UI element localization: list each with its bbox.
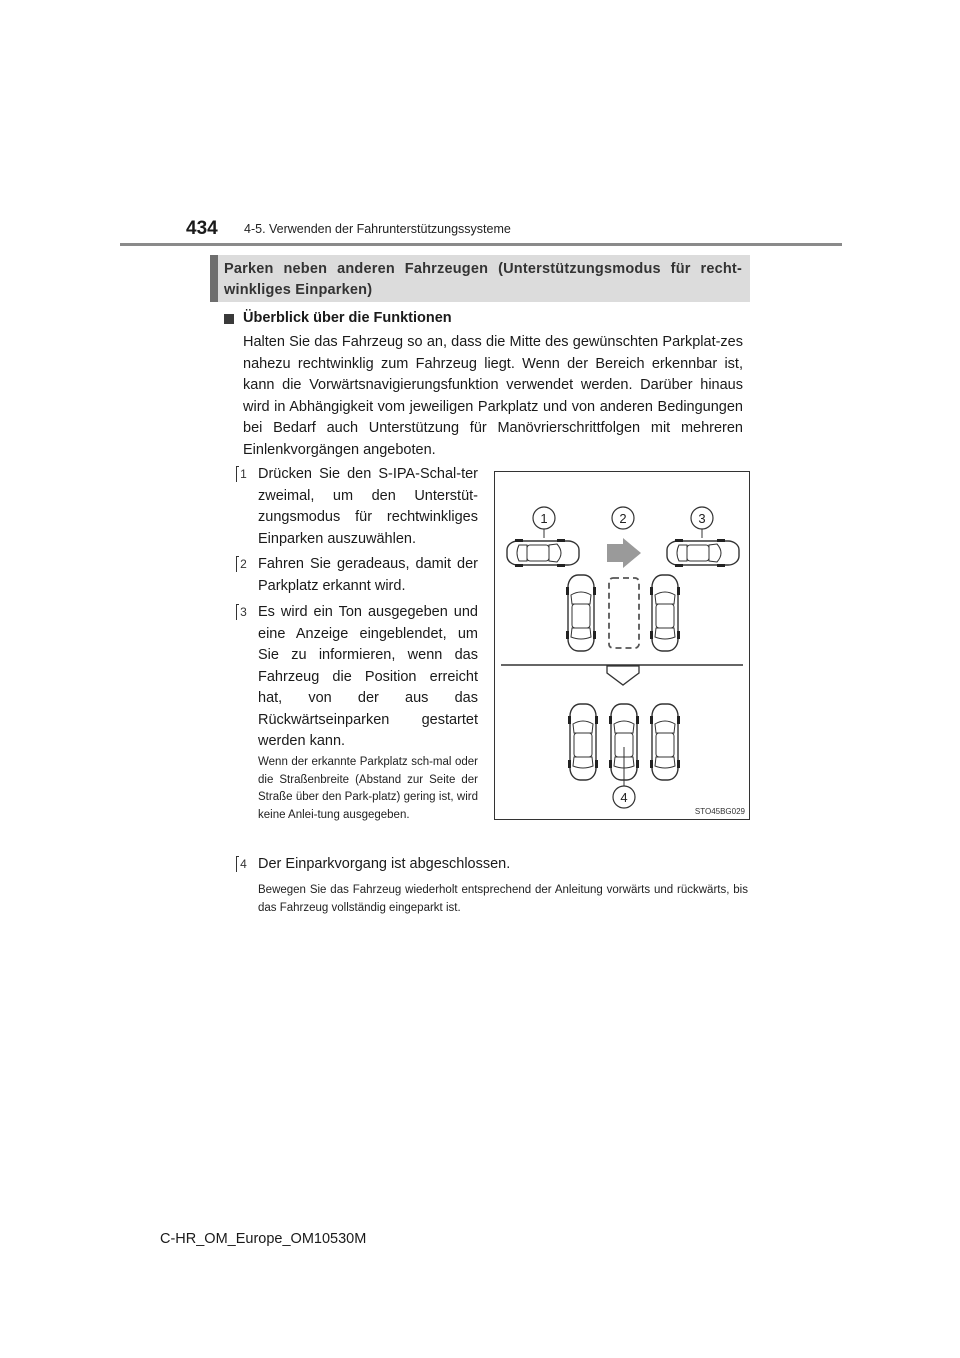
svg-text:4: 4 — [620, 790, 628, 805]
direction-arrow-icon — [607, 538, 641, 568]
step-number-4: 4 — [236, 856, 251, 872]
section-heading-box — [210, 255, 750, 302]
svg-text:1: 1 — [540, 511, 548, 526]
parking-illustration — [494, 471, 750, 820]
square-bullet-icon — [224, 314, 234, 324]
page-number: 434 — [186, 218, 218, 239]
step-number-1: 1 — [236, 466, 251, 482]
callout-3 — [691, 507, 713, 538]
car-position-1 — [507, 539, 579, 567]
parked-car-right — [650, 575, 680, 651]
target-parking-space — [609, 578, 639, 648]
step-number-3: 3 — [236, 604, 251, 620]
header-rule — [120, 243, 842, 246]
svg-text:3: 3 — [698, 511, 706, 526]
step-3-note: Wenn der erkannte Parkplatz sch-mal oder die Straßenbreite (Abstand zur Seite der Straße über den Park-platz) gering ist, wird keine Anlei-tung ausgegeben. — [258, 756, 478, 821]
svg-text:2: 2 — [619, 511, 627, 526]
section-title: Parken neben anderen Fahrzeugen (Unterstützungsmodus für recht-winkliges Einparken) — [224, 261, 742, 298]
step-1-text: Drücken Sie den S-IPA-Schal-ter zweimal, um den Unterstüt-zungsmodus für rechtwinkliges Einparken auszuwählen. — [258, 466, 478, 547]
section-accent-bar — [210, 255, 218, 302]
parked-car-left — [566, 575, 596, 651]
step-3-text: Es wird ein Ton ausgegeben und eine Anzeige eingeblendet, um Sie zu informieren, wenn das Fahrzeug die Position erreicht hat, von der aus das Rückwärtseinparken gestartet werden kann. — [258, 604, 478, 749]
footer-doc-id: C-HR_OM_Europe_OM10530M — [160, 1231, 367, 1247]
bottom-parked-car-right — [650, 704, 680, 780]
car-position-3 — [667, 539, 739, 567]
overview-title: Überblick über die Funktionen — [243, 310, 452, 326]
callout-1 — [533, 507, 555, 538]
down-arrow-icon — [607, 666, 639, 685]
overview-text: Halten Sie das Fahrzeug so an, dass die Mitte des gewünschten Parkplat-zes nahezu rechtwinklig zum Fahrzeug liegt. Wenn der Bereich erkennbar ist, kann die Vorwärtsnavigierungsfunktion verwendet werden. Darüber hinaus wird in Abhängigkeit vom jeweiligen Parkplatz und von anderen Bedingungen bei Bedarf auch Unterstützung für Manövrierschrittfolgen mit mehreren Einlenkvorgängen angeboten. — [243, 334, 743, 458]
step-4-text: Der Einparkvorgang ist abgeschlossen. — [258, 856, 511, 872]
step-4-note: Bewegen Sie das Fahrzeug wiederholt entsprechend der Anleitung vorwärts und rückwärts, bis das Fahrzeug vollständig eingeparkt ist. — [258, 884, 748, 914]
bottom-parked-car-left — [568, 704, 598, 780]
callout-2 — [612, 507, 634, 529]
step-2-text: Fahren Sie geradeaus, damit der Parkplatz erkannt wird. — [258, 556, 478, 594]
step-number-2: 2 — [236, 556, 251, 572]
parking-diagram — [495, 472, 749, 819]
figure-code: STO45BG029 — [694, 807, 745, 816]
chapter-title: 4-5. Verwenden der Fahrunterstützungssysteme — [244, 222, 511, 236]
